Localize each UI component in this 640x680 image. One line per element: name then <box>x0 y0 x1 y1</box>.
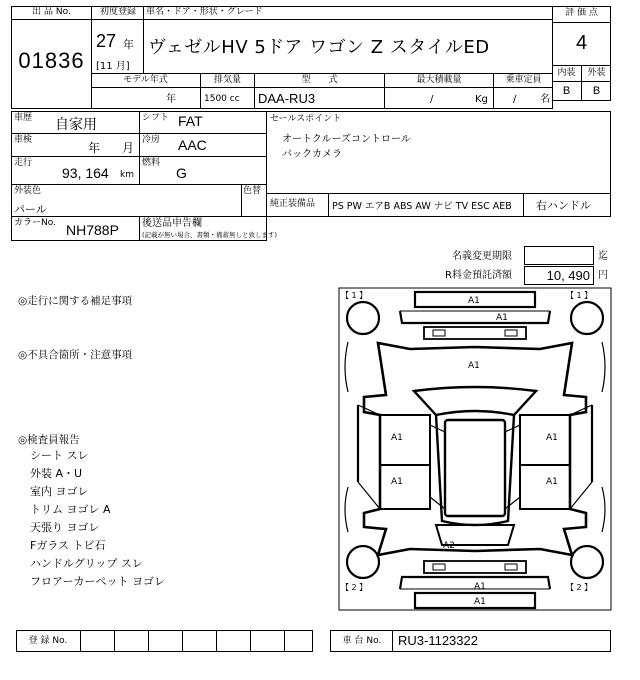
inspector-report-item: トリム ヨゴレ A <box>30 503 111 516</box>
registration-number-label: 登 録 No. <box>28 636 68 646</box>
car-name: ヴェゼルHV 5ドア ワゴン Z スタイルED <box>148 37 490 58</box>
grade-label: 評 価 点 <box>565 8 598 18</box>
steering-side: 右ハンドル <box>536 199 591 212</box>
ac-value: AAC <box>178 137 207 153</box>
mileage-value: 93, 164 <box>62 165 109 181</box>
inspector-report-item: フロアーカーペット ヨゴレ <box>30 575 165 588</box>
defect-notes-label: ◎不具合箇所・注意事項 <box>18 349 133 361</box>
first-registration-label: 初度登録 <box>99 7 136 17</box>
inspection-month: 月 <box>122 141 135 155</box>
damage-mark: A1 <box>546 433 558 443</box>
recycle-fee-unit: 円 <box>598 270 608 281</box>
name-change-deadline-unit: 迄 <box>598 251 608 262</box>
fuel-value: G <box>176 165 187 181</box>
driving-notes-label: ◎走行に関する補足事項 <box>18 295 133 307</box>
vehicle-damage-diagram <box>338 287 612 611</box>
model-type-value: DAA-RU3 <box>258 91 316 106</box>
max-load-slash: / <box>430 94 434 105</box>
recycle-fee-value: 10, 490 <box>546 268 590 283</box>
exterior-color-value: パール <box>14 203 47 216</box>
max-load-unit: Kg <box>475 94 488 105</box>
inspector-report-item: 外装 A・U <box>30 467 83 480</box>
damage-mark: A2 <box>443 541 455 551</box>
front-right-tag: 【 1 】 <box>566 291 593 300</box>
displacement-label: 排気量 <box>213 75 241 85</box>
name-change-deadline-value <box>524 246 594 265</box>
shift-value: FAT <box>178 113 203 129</box>
inspector-report-item: 室内 ヨゴレ <box>30 485 89 498</box>
capacity-unit: 名 <box>540 94 550 105</box>
max-load-label: 最大積載量 <box>416 75 462 85</box>
car-name-label: 車名・ドア・形状・グレード <box>146 7 263 17</box>
name-change-deadline-label: 名義変更期限 <box>452 251 512 262</box>
ac-label: 冷房 <box>142 135 161 145</box>
front-left-tag: 【 1 】 <box>341 291 368 300</box>
exterior-grade-label: 外装 <box>587 68 606 78</box>
damage-mark: A1 <box>496 313 508 323</box>
damage-mark: A1 <box>474 597 486 607</box>
capacity-label: 乗車定員 <box>505 75 542 85</box>
inspector-report-label: ◎検査員報告 <box>18 434 80 446</box>
mileage-label: 走行 <box>14 158 33 168</box>
registration-year-unit: 年 <box>123 38 134 51</box>
interior-grade-label: 内装 <box>557 68 576 78</box>
inspector-report-item: シート スレ <box>30 449 89 462</box>
damage-mark: A1 <box>391 477 403 487</box>
color-number-value: NH788P <box>66 222 119 238</box>
model-type-label: 型 式 <box>301 75 338 85</box>
rear-left-tag: 【 2 】 <box>341 583 368 592</box>
mileage-unit: km <box>120 170 134 180</box>
chassis-number-value: RU3-1123322 <box>398 633 478 648</box>
documents-label: 後送品申告欄 <box>142 218 202 229</box>
equipment-items: PS PW エアB ABS AW ナビ TV ESC AEB <box>332 201 512 212</box>
displacement-value: 1500 cc <box>204 94 240 104</box>
registration-month: [11 月] <box>96 61 130 72</box>
sales-point-item: オートクルーズコントロール <box>282 134 411 145</box>
sales-point-item: バックカメラ <box>282 149 342 160</box>
damage-mark: A1 <box>546 477 558 487</box>
capacity-slash: / <box>513 94 517 105</box>
shift-label: シフト <box>142 113 170 123</box>
model-year-unit: 年 <box>166 94 176 105</box>
color-number-label: カラーNo. <box>14 218 56 228</box>
overall-grade: 4 <box>575 32 588 54</box>
inspection-year: 年 <box>88 141 101 155</box>
damage-mark: A1 <box>391 433 403 443</box>
documents-note: (記載が無い場合、書類・備蓄無しと致します) <box>142 231 278 239</box>
inspector-report-item: Fガラス トビ石 <box>30 539 106 552</box>
fuel-label: 燃料 <box>142 158 161 168</box>
registration-year: 27 <box>96 31 117 51</box>
chassis-number-label: 車 台 No. <box>342 636 382 646</box>
damage-mark: A1 <box>474 582 486 592</box>
model-year-label: モデル年式 <box>123 75 168 85</box>
damage-mark: A1 <box>468 296 480 306</box>
history-value: 自家用 <box>55 117 97 133</box>
lot-number: 01836 <box>18 48 85 73</box>
rear-right-tag: 【 2 】 <box>566 583 593 592</box>
exterior-color-label: 外装色 <box>14 186 42 196</box>
color-change-label: 色替 <box>243 186 262 196</box>
interior-grade: B <box>562 85 571 97</box>
inspector-report-item: 天張り ヨゴレ <box>30 521 100 534</box>
exterior-grade: B <box>592 85 601 97</box>
damage-mark: A1 <box>468 361 480 371</box>
inspection-label: 車検 <box>14 135 33 145</box>
lot-number-label: 出 品 No. <box>32 7 71 17</box>
equipment-label: 純正装備品 <box>270 199 316 209</box>
recycle-fee-label: R料金預託済額 <box>445 270 512 281</box>
inspector-report-item: ハンドルグリップ スレ <box>30 557 143 570</box>
sales-points-label: セールスポイント <box>270 114 342 124</box>
history-label: 車歴 <box>14 113 33 123</box>
